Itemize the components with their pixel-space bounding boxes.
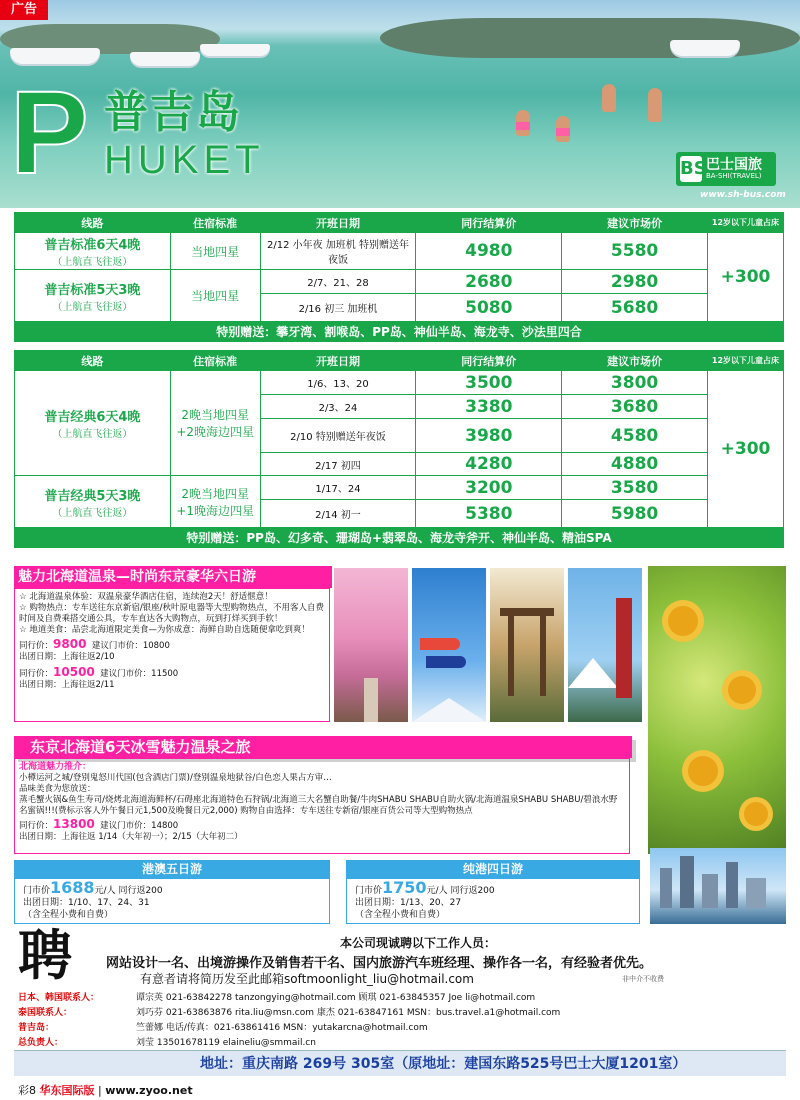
boat [670,40,740,56]
door-price: 1750 [382,878,427,897]
gift-banner: 特别赠送：PP岛、幻多奇、珊瑚岛+翡翠岛、海龙寺斧开、神仙半岛、精油SPA [15,528,784,548]
trade-price: 9800 [53,637,87,651]
hk-title: 纯港四日游 [346,860,640,878]
page-title-cn: 普吉岛 [104,87,242,138]
table-row [15,371,784,395]
route-sub: （上航直飞往返） [52,429,133,440]
departure-date: 出团日期：上海往返2/11 [19,680,115,690]
trade-price: 3500 [416,371,562,395]
trade-price: 3980 [416,419,562,453]
feature-bullet: ☆ 地道美食：品尝北海道限定美食—为你成意：海鲜自助自选随便拿吃到爽！ [19,625,310,635]
swimmer [516,110,530,136]
trade-price: 4280 [416,453,562,476]
hotel-standard: 当地四星 [170,270,260,322]
footer-separator: | [98,1084,102,1097]
flower-photo [648,566,786,854]
recruit-note: 非中介不收费 [622,975,664,983]
tour-text: 小樽运河之城/登别鬼怒川代国(包含酒店门票)/登别温泉地狱谷/白色恋人果占方审… [19,773,332,783]
col-route: 线路 [15,351,171,371]
market-price: 3680 [562,395,708,419]
trade-price: 2680 [416,270,562,294]
contact-row [18,1005,560,1018]
child-surcharge: +300 [708,371,784,528]
hotel-standard: 2晚当地四星 +2晚海边四星 [170,371,260,476]
market-price: 3580 [562,476,708,500]
price-table-classic [14,350,784,548]
skyline-photo [650,848,786,924]
price-unit: 元/人 同行返200 [94,886,163,896]
contact-row [18,1035,316,1048]
contact-row [18,1020,428,1033]
phone-icon-label: 总负责人： [18,1038,64,1048]
swimmer [602,84,616,112]
col-date: 开班日期 [260,351,416,371]
boat [130,52,200,66]
departure-date: 2/14 初一 [260,500,416,528]
website-link[interactable]: www.sh-bus.com [700,190,786,200]
price-label: 门市价 [355,886,383,896]
page-number: 彩8 [18,1084,36,1097]
hotel-standard: 2晚当地四星 +1晚海边四星 [170,476,260,528]
price-note: （含全程小费和自费） [355,910,446,920]
pagoda-fuji-photo [568,568,642,722]
col-route: 线路 [15,213,171,233]
departure-date: 出团日期：1/13、20、27 [355,898,462,908]
route-sub: （上航直飞往返） [52,301,133,313]
japan-tour-box [14,588,330,722]
bus-logo-icon: BS [680,156,702,182]
market-price: 5680 [562,294,708,322]
feature-bullet: ☆ 北海道温泉体验：双温泉豪华酒店住宿，连续泡2天！舒适惬意！ [19,592,273,602]
trade-price: 5080 [416,294,562,322]
ad-tag: 广告 [0,0,48,20]
market-price: 3800 [562,371,708,395]
departure-date: 1/17、24 [260,476,416,500]
departure-date: 2/16 初三 加班机 [260,294,416,322]
japan-tour-title: 魅力北海道温泉—时尚东京豪华六日游 [14,566,332,588]
hk-macau-title: 港澳五日游 [14,860,330,878]
tour-text: 品味美食为您放送： [19,784,96,794]
departure-date: 2/17 初四 [260,453,416,476]
table-row [15,270,784,294]
route-name: 普吉标准6天4晚 [44,238,141,253]
price-label: 同行价： [19,821,54,831]
footer-url[interactable]: www.zyoo.net [105,1084,193,1097]
departure-date: 出团日期：上海往返 1/14（大年初一）；2/15（大年初二） [19,832,243,842]
route-name: 普吉经典6天4晚 [44,410,141,425]
market-price: 建议门市价：14800 [100,821,179,831]
price-label: 同行价： [19,641,54,651]
contact-row [18,990,535,1003]
price-note: （含全程小费和自费） [23,910,114,920]
trade-price: 5380 [416,500,562,528]
market-price: 5580 [562,233,708,270]
logo-english: BA-SHI(TRAVEL) [706,172,762,180]
page-title-en: HUKET [104,138,265,182]
departure-date: 2/12 小年夜 加班机 特别赠送年夜饭 [260,233,416,270]
carp-streamer-photo [412,568,486,722]
table-row [15,476,784,500]
route-name: 普吉标准5天3晚 [44,282,141,298]
boat [200,44,270,56]
departure-date: 2/3、24 [260,395,416,419]
market-price: 2980 [562,270,708,294]
trade-price: 13800 [53,817,95,831]
swimmer [556,116,570,142]
departure-date: 2/10 特别赠送年夜饭 [260,419,416,453]
hk-macau-box [14,878,330,924]
recruit-positions: 网站设计一名、出境游操作及销售若干名、国内旅游汽车班经理、操作各一名，有经验者优先。 [106,956,653,971]
company-logo [676,152,776,186]
departure-date: 出团日期：上海往返2/10 [19,652,115,662]
distant-island [380,18,800,58]
trade-price: 4980 [416,233,562,270]
price-label: 门市价 [23,886,51,896]
route-name: 普吉经典5天3晚 [44,488,141,504]
logo-name: 巴士国旅 [706,157,762,173]
market-price: 4880 [562,453,708,476]
departure-date: 出团日期：1/10、17、24、31 [23,898,150,908]
hotel-standard: 当地四星 [170,233,260,270]
phone-icon-label: 泰国联系人： [18,1008,73,1018]
swimmer [648,88,662,122]
feature-bullet: ☆ 购物热点：专车送往东京新宿/银座/秋叶原电器等大型购物热点，不用客人自费时间及自费乘搭交通公具，专车直达各大购物点，玩到打烊买到手软！ [19,603,325,624]
address-bar: 地址：重庆南路 269号 305室（原地址：建国东路525号巴士大厦1201室） [14,1050,786,1076]
col-child-price: 12岁以下儿童占床 [708,213,784,233]
footer [18,1082,193,1098]
departure-date: 2/7、21、28 [260,270,416,294]
col-market-price: 建议市场价 [562,213,708,233]
trade-price: 3380 [416,395,562,419]
trade-price: 3200 [416,476,562,500]
market-price: 建议门市价：10800 [91,641,170,651]
col-hotel: 住宿标准 [170,213,260,233]
route-sub: （上航直飞往返） [52,257,133,268]
gift-banner: 特别赠送：攀牙湾、割喉岛、PP岛、神仙半岛、海龙寺、沙法里四合 [15,322,784,342]
col-market-price: 建议市场价 [562,351,708,371]
contact-info: 谭宗英 021-63842278 tanzongying@hotmail.com 顾琪 021-63845357 Joe li@hotmail.com [136,993,536,1003]
price-unit: 元/人 同行返200 [426,886,495,896]
snow-tour-title: 东京北海道6天冰雪魅力温泉之旅 [14,736,632,758]
door-price: 1688 [50,878,95,897]
phone-icon-label: 普吉岛： [18,1023,55,1033]
tour-text: 蒸毛蟹火锅&鱼生寿司/烧烤北海道海鲜杯/石碍座北海道特色石狩锅/北海道三大名蟹自助餐/牛肉SHABU SHABU自助火锅/北海道温泉SHABU SHABU/碧浪水野名蜜锅!!!(费标示客人外午餐日元1,500及晚餐日元2,000) 购物自由选择：专车送往专新宿/银座百货公司等大型购物热点 [19,795,618,816]
child-surcharge: +300 [708,233,784,322]
contact-info: 刘巧芬 021-63863876 rita.liu@msn.com 康杰 021-63847161 MSN：bus.travel.a1@hotmail.com [136,1008,561,1018]
col-date: 开班日期 [260,213,416,233]
table-row [15,233,784,270]
publication-brand: 华东国际版 [39,1084,95,1097]
route-sub: （上航直飞往返） [52,507,133,519]
cherry-blossom-photo [334,568,408,722]
hk-box [346,878,640,924]
recruit-big-char: 聘 [18,924,72,987]
torii-gate-photo [490,568,564,722]
departure-date: 1/6、13、20 [260,371,416,395]
price-table-standard [14,212,784,342]
phone-icon-label: 日本、韩国联系人： [18,993,100,1003]
snow-tour-box [14,758,630,854]
market-price: 建议门市价：11500 [100,669,179,679]
contact-info: 竺蕾娜 电话/传真：021-63861416 MSN：yutakarcna@hotmail.com [136,1023,428,1033]
section-subtitle: 北海道魅力推介： [19,762,92,772]
p-logo-letter: P [10,67,89,199]
market-price: 5980 [562,500,708,528]
recruit-email[interactable]: 有意者请将简历发至此邮箱softmoonlight_liu@hotmail.com [140,972,474,986]
col-hotel: 住宿标准 [170,351,260,371]
trade-price: 10500 [53,665,95,679]
col-trade-price: 同行结算价 [416,351,562,371]
col-child-price: 12岁以下儿童占床 [708,351,784,371]
col-trade-price: 同行结算价 [416,213,562,233]
boat [10,48,100,64]
recruit-title: 本公司现诚聘以下工作人员： [340,936,497,950]
market-price: 4580 [562,419,708,453]
price-label: 同行价： [19,669,54,679]
contact-info: 刘莹 13501678119 elaineliu@smmail.cn [136,1038,316,1048]
